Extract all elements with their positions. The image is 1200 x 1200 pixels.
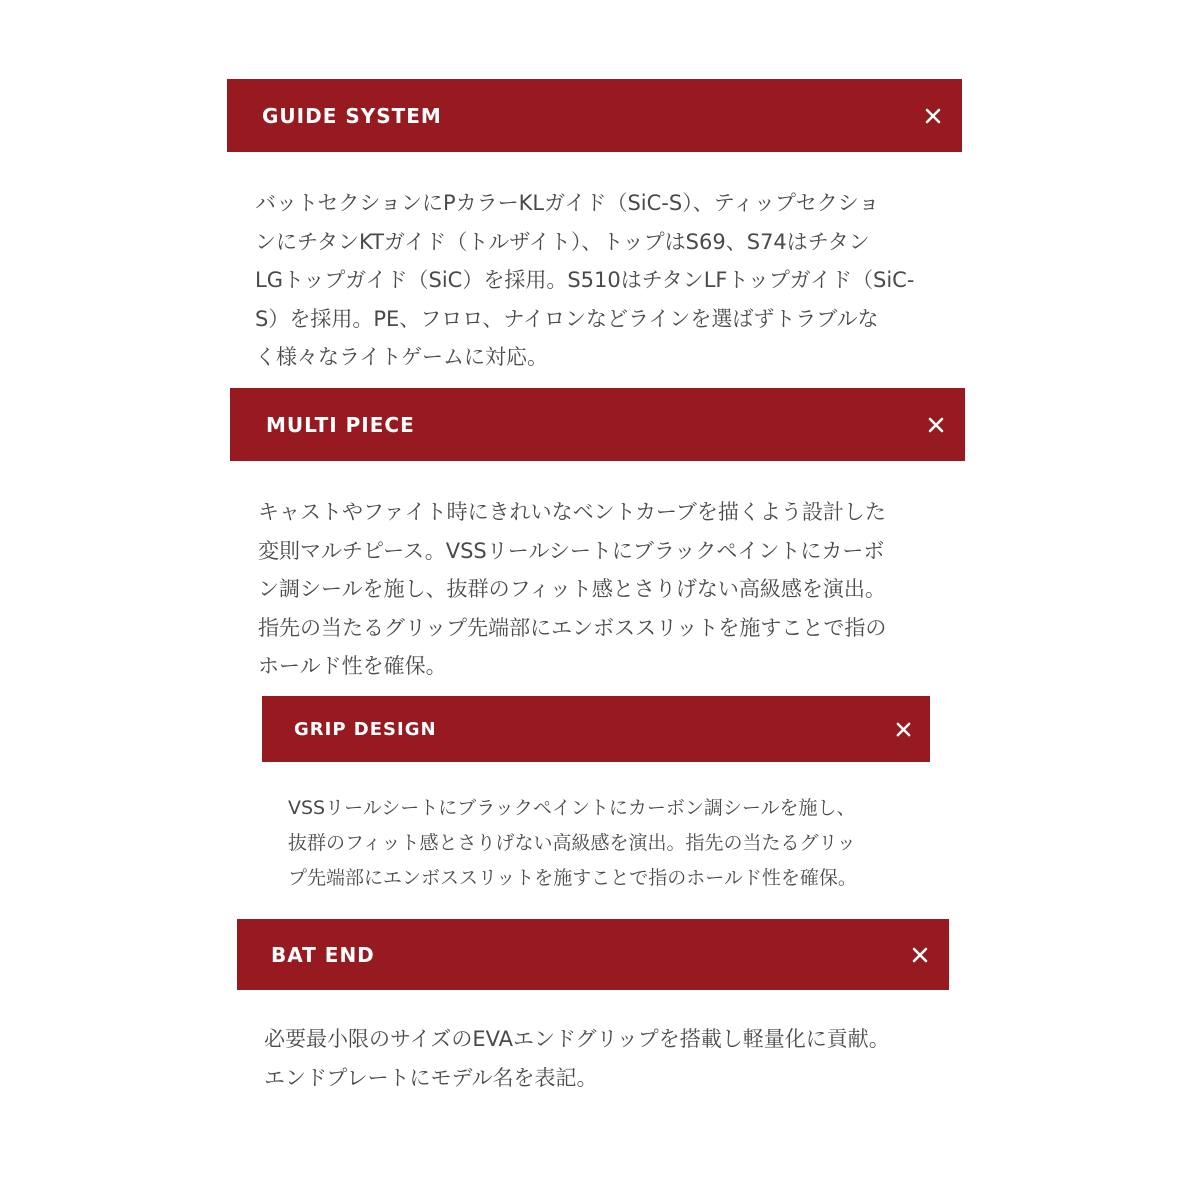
section-header-grip-design[interactable] (262, 696, 930, 762)
close-icon[interactable] (895, 721, 912, 738)
section-header-multi-piece[interactable] (230, 388, 965, 461)
close-icon[interactable] (924, 107, 942, 125)
section-header-guide-system[interactable] (227, 79, 962, 152)
section-body-bat-end: 必要最小限のサイズのEVAエンドグリップを搭載し軽量化に貢献。 エンドプレートにモデル名を表記。 (264, 1027, 890, 1090)
section-title: BAT END (271, 942, 375, 967)
section-body-multi-piece: キャストやファイト時にきれいなベントカーブを描くよう設計した 変則マルチピース。VSSリールシートにブラックペイントにカーボ ン調シールを施し、抜群のフィット感とさりげない高級感を演出。 指先の当たるグリップ先端部にエンボススリットを施すことで指の ホールド性を確保。 (258, 500, 887, 678)
section-title: GRIP DESIGN (294, 718, 437, 740)
section-title: MULTI PIECE (266, 412, 415, 437)
section-header-bat-end[interactable] (237, 919, 949, 990)
close-icon[interactable] (911, 946, 929, 964)
section-title: GUIDE SYSTEM (262, 103, 442, 128)
section-body-grip-design: VSSリールシートにブラックペイントにカーボン調シールを施し、 抜群のフィット感とさりげない高級感を演出。指先の当たるグリッ プ先端部にエンボススリットを施すことで指のホールド性を確保。 (288, 797, 857, 889)
close-icon[interactable] (927, 416, 945, 434)
section-body-guide-system: バットセクションにPカラーKLガイド（SiC-S）、ティップセクショ ンにチタンKTガイド（トルザイト）、トップはS69、S74はチタン LGトップガイド（SiC）を採用。S510はチタンLFトップガイド（SiC- S）を採用。PE、フロロ、ナイロンなどラインを選ばずトラブルな く様々なライトゲームに対応。 (255, 191, 915, 369)
